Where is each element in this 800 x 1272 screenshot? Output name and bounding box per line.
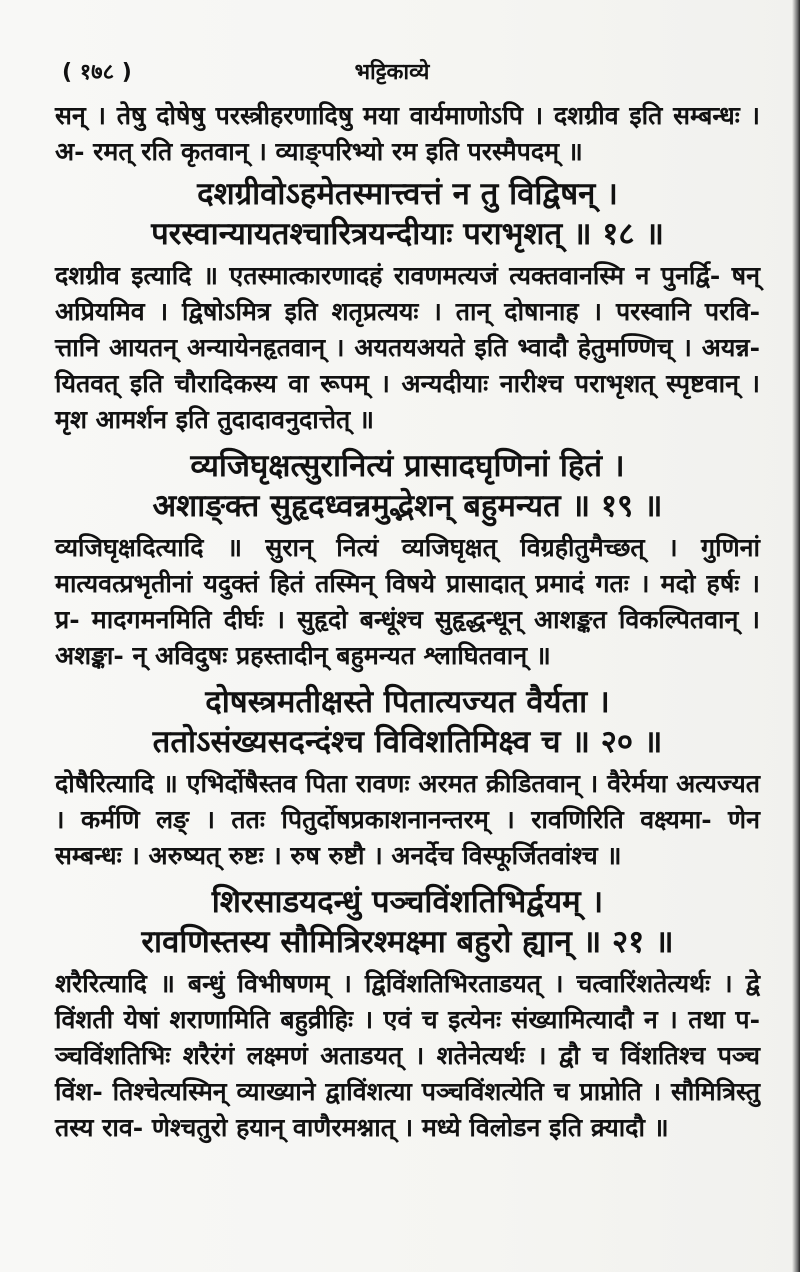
verse-18-line-2: परस्वान्यायतश्चारित्रयन्दीयाः पराभृशत् ॥ १८ ॥ <box>151 216 664 252</box>
running-title: भट्टिकाव्ये <box>354 60 430 85</box>
verse-19-line-2: अशाङ्क्त सुहृदध्वन्नमुद्भेशन् बहुमन्यत ॥ १९ ॥ <box>152 488 663 524</box>
commentary-paragraph-5: शरैरित्यादि ॥ बन्धुं विभीषणम् । द्विविंशतिभिरताडयत् । चत्वारिंशतेत्यर्थः । द्वे विंशती येषां शराणामिति बहुव्रीहिः । एवं च इत्येनः संख्यामित्यादौ न । तथा प- ञ्चविंशतिभिः शरैरंगं लक्ष्मणं अताडयत् । शतेनेत्यर्थः । द्वौ च विंशतिश्च पञ्च विंश- तिश्चेत्यस्मिन् व्याख्याने द्वाविंशत्या पञ्चविंशत्येति च प्राप्नोति । सौमित्रिस्तु तस्य राव- णेश्चतुरो हयान् वाणैरमश्नात् । मध्ये विलोडन इति क्र्यादौ ॥ <box>55 969 760 1142</box>
verse-18-line-1: दशग्रीवोऽहमेतस्मात्त्वत्तं न तु विद्विषन् । <box>197 176 618 212</box>
verse-20-line-2: ततोऽसंख्यसदन्दंश्च विविशतिमिक्ष्व च ॥ २० ॥ <box>152 724 663 760</box>
commentary-paragraph-2: दशग्रीव इत्यादि ॥ एतस्मात्कारणादहं रावणमत्यजं त्यक्तवानस्मि न पुनर्द्वि- षन् अप्रियमिव । द्विषोऽमित्र इति शतृप्रत्ययः । तान् दोषानाह । परस्वानि परवि- त्तानि आयतन् अन्यायेनहृतवान् । अयतयअयते इति भ्वादौ हेतुमण्णिच् । अयन्न- यितवत् इति चौरादिकस्य वा रूपम् । अन्यदीयाः नारीश्च पराभृशत् स्पृष्टवान् । मृश आमर्शन इति तुदादावनुदात्तेत् ॥ <box>55 261 760 434</box>
commentary-paragraph-3: व्यजिघृक्षदित्यादि ॥ सुरान् नित्यं व्यजिघृक्षत् विग्रहीतुमैच्छत् । गुणिनां मात्यवत्प्रभृतीनां यदुक्तं हितं तस्मिन् विषये प्रासादात् प्रमादं गतः । मदो हर्षः । प्र- मादगमनमिति दीर्घः । सुहृदो बन्धूंश्च सुहृद्धन्धून् आशङ्कत विकल्पितवान् । अशङ्का- न् अविदुषः प्रहस्तादीन् बहुमन्यत श्लाघितवान् ॥ <box>55 533 760 670</box>
commentary-paragraph-1: सन् । तेषु दोषेषु परस्त्रीहरणादिषु मया वार्यमाणोऽपि । दशग्रीव इति सम्बन्धः । अ- रमत् रति कृतवान् । व्याङ्परिभ्यो रम इति परस्मैपदम् ॥ <box>55 101 760 166</box>
verse-21-line-1: शिरसाडयदन्धुं पञ्चविंशतिभिर्द्वयम् । <box>211 884 604 920</box>
page-header <box>52 58 752 88</box>
verse-21-line-2: रावणिस्तस्य सौमित्रिरश्मक्ष्मा बहुरो ह्यान् ॥ २१ ॥ <box>141 924 674 960</box>
page-number: ( १७८ ) <box>62 60 132 85</box>
commentary-paragraph-4: दोषैरित्यादि ॥ एभिर्दोषैस्तव पिता रावणः अरमत क्रीडितवान् । वैरेर्मया अत्यज्यत । कर्मणि लङ् । ततः पितुर्दोषप्रकाशनानन्तरम् । रावणिरिति वक्ष्यमा- णेन सम्बन्धः । अरुष्यत् रुष्टः । रुष रुष्टौ । अनर्देच विस्फूर्जितवांश्च ॥ <box>55 769 760 870</box>
verse-20-line-1: दोषस्त्रमतीक्षस्ते पितात्यज्यत वैर्यता । <box>205 684 610 720</box>
page-content <box>55 98 760 1193</box>
verse-19-line-1: व्यजिघृक्षत्सुरानित्यं प्रासादघृणिनां हितं । <box>190 448 625 484</box>
page-edge-shadow <box>792 0 800 1272</box>
